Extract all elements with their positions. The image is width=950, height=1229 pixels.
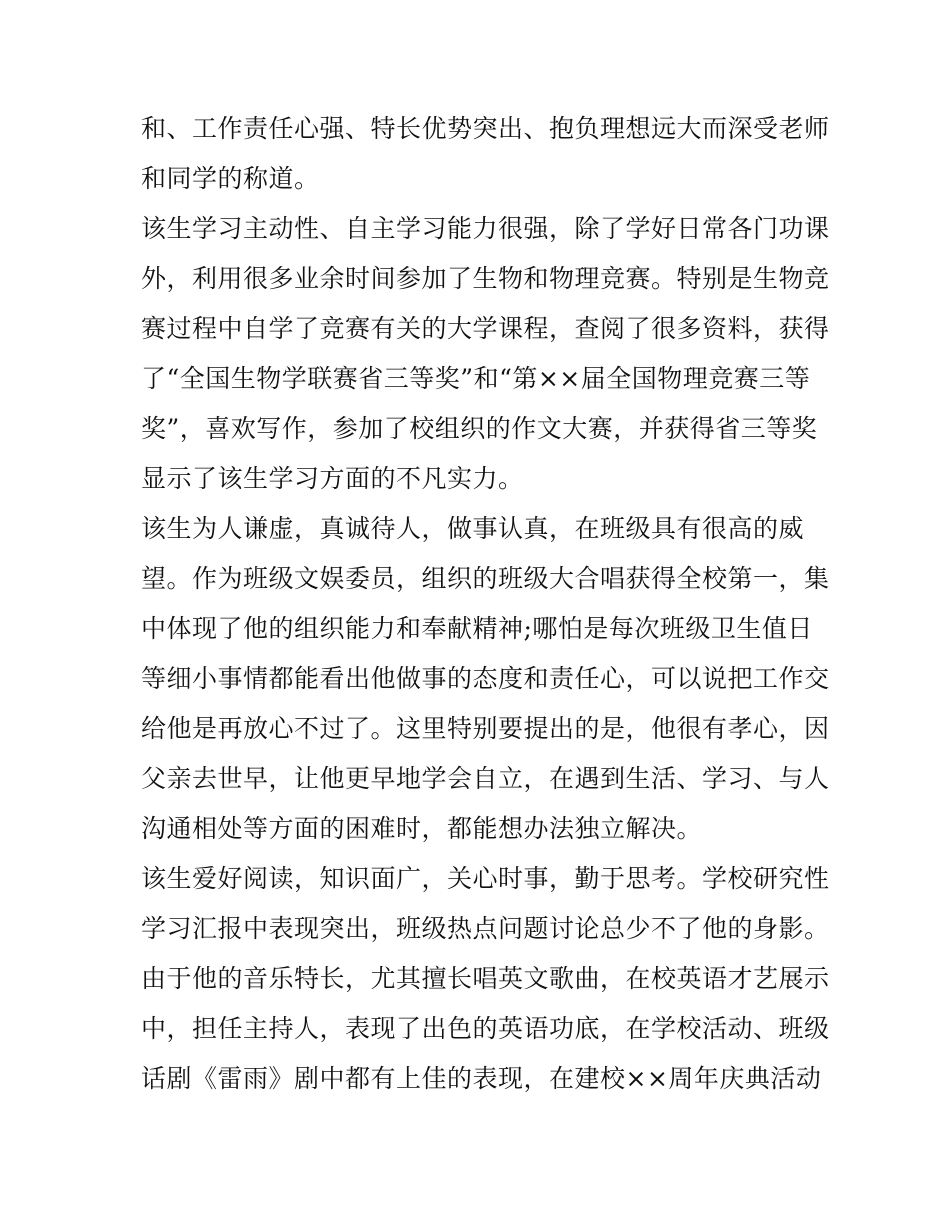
text-line: 给他是再放心不过了。这里特别要提出的是，他很有孝心，因 <box>141 714 830 743</box>
text-line: 外，利用很多业余时间参加了生物和物理竞赛。特别是生物竞 <box>141 264 830 293</box>
text-line: 和同学的称道。 <box>141 164 320 193</box>
text-line: 奖”，喜欢写作，参加了校组织的作文大赛，并获得省三等奖 <box>141 414 818 443</box>
text-line: 由于他的音乐特长，尤其擅长唱英文歌曲，在校英语才艺展示 <box>141 964 830 993</box>
text-line: 显示了该生学习方面的不凡实力。 <box>141 464 524 493</box>
text-line: 该生爱好阅读，知识面广，关心时事，勤于思考。学校研究性 <box>141 864 830 893</box>
text-line: 赛过程中自学了竞赛有关的大学课程，查阅了很多资料，获得 <box>141 314 830 343</box>
text-line: 了“全国生物学联赛省三等奖”和“第××届全国物理竞赛三等 <box>141 364 811 393</box>
text-line: 父亲去世早，让他更早地学会自立，在遇到生活、学习、与人 <box>141 764 830 793</box>
text-line: 该生为人谦虚，真诚待人，做事认真，在班级具有很高的威 <box>141 514 805 543</box>
text-line: 话剧《雷雨》剧中都有上佳的表现，在建校××周年庆典活动 <box>141 1064 822 1093</box>
text-line: 中体现了他的组织能力和奉献精神;哪怕是每次班级卫生值日 <box>141 614 813 643</box>
text-line: 等细小事情都能看出他做事的态度和责任心，可以说把工作交 <box>141 664 830 693</box>
text-line: 学习汇报中表现突出，班级热点问题讨论总少不了他的身影。 <box>141 914 830 943</box>
body-text <box>141 104 830 1104</box>
text-line: 中，担任主持人，表现了出色的英语功底，在学校活动、班级 <box>141 1014 830 1043</box>
text-line: 和、工作责任心强、特长优势突出、抱负理想远大而深受老师 <box>141 114 830 143</box>
text-line: 该生学习主动性、自主学习能力很强，除了学好日常各门功课 <box>141 214 830 243</box>
text-line: 沟通相处等方面的困难时，都能想办法独立解决。 <box>141 814 703 843</box>
text-line: 望。作为班级文娱委员，组织的班级大合唱获得全校第一，集 <box>141 564 830 593</box>
